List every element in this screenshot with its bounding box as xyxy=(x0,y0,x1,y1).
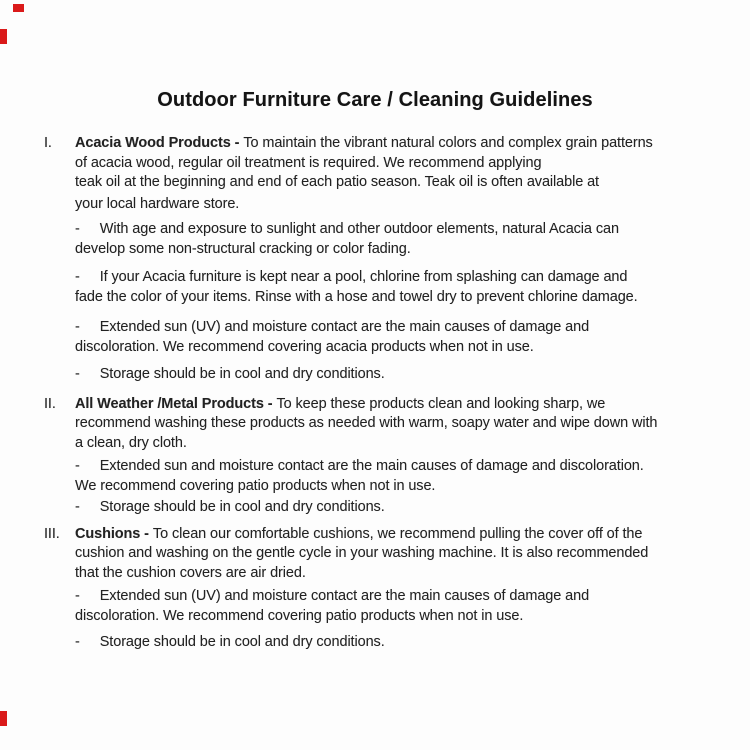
bullet-continuation-line: We recommend covering patio products when not in use. xyxy=(75,477,436,494)
section-heading-line xyxy=(75,395,725,415)
scan-mark-top-left xyxy=(13,4,24,12)
bullet-first-line xyxy=(75,365,725,385)
bullet-dash: - xyxy=(75,366,80,382)
section-acacia-wood-products xyxy=(44,134,725,385)
section-cushions xyxy=(44,525,725,653)
scan-mark-bottom-left xyxy=(0,711,7,726)
bullet-continuation-line: discoloration. We recommend covering patio products when not in use. xyxy=(75,607,524,624)
section-intro-line: a clean, dry cloth. xyxy=(75,434,187,451)
section-numeral: III. xyxy=(44,525,60,542)
section-numeral: I. xyxy=(44,135,52,151)
section-heading: Cushions - xyxy=(75,525,149,542)
bullet-item xyxy=(75,498,725,518)
bullet-first-line xyxy=(75,498,725,518)
bullet-item xyxy=(75,268,725,307)
bullet-first-line xyxy=(75,587,725,607)
section-intro-line: that the cushion covers are air dried. xyxy=(75,564,306,581)
section-numeral: II. xyxy=(44,395,56,412)
section-intro-text: To clean our comfortable cushions, we recommend pulling the cover off of the xyxy=(152,525,643,542)
section-all-weather-metal-products xyxy=(44,395,725,518)
bullet-text: Storage should be in cool and dry conditions. xyxy=(99,366,385,382)
bullet-first-line xyxy=(75,633,725,653)
section-intro-text: To keep these products clean and looking sharp, we xyxy=(276,395,606,412)
bullet-first-line xyxy=(75,220,725,240)
document-content xyxy=(44,134,725,653)
bullet-text: If your Acacia furniture is kept near a pool, chlorine from splashing can damage and xyxy=(99,269,628,285)
bullet-text: Storage should be in cool and dry conditions. xyxy=(99,634,385,650)
bullet-item xyxy=(75,633,725,653)
bullet-first-line xyxy=(75,457,725,477)
section-intro-line: recommend washing these products as needed with warm, soapy water and wipe down with xyxy=(75,415,658,431)
section-intro-text: To maintain the vibrant natural colors and complex grain patterns xyxy=(243,135,653,151)
bullet-continuation-line: discoloration. We recommend covering acacia products when not in use. xyxy=(75,338,534,355)
bullet-continuation-line: fade the color of your items. Rinse with a hose and towel dry to prevent chlorine damage. xyxy=(75,288,638,305)
page-title: Outdoor Furniture Care / Cleaning Guidelines xyxy=(157,89,593,111)
bullet-text: Extended sun (UV) and moisture contact are the main causes of damage and xyxy=(99,588,590,604)
bullet-dash: - xyxy=(75,269,80,285)
scan-mark-left-edge xyxy=(0,29,7,44)
section-heading-line xyxy=(75,525,725,545)
section-intro-line: cushion and washing on the gentle cycle in your washing machine. It is also recommended xyxy=(75,545,649,561)
section-intro-line: your local hardware store. xyxy=(75,195,240,212)
bullet-item xyxy=(75,457,725,496)
section-heading-line xyxy=(75,134,725,154)
bullet-text: Extended sun and moisture contact are the main causes of damage and discoloration. xyxy=(99,458,644,474)
bullet-dash: - xyxy=(75,319,80,335)
bullet-item xyxy=(75,587,725,626)
bullet-dash: - xyxy=(75,588,80,604)
bullet-item xyxy=(75,318,725,357)
bullet-dash: - xyxy=(75,499,80,515)
bullet-first-line xyxy=(75,268,725,288)
bullet-dash: - xyxy=(75,221,80,237)
bullet-item xyxy=(75,220,725,259)
bullet-text: Storage should be in cool and dry conditions. xyxy=(99,499,385,515)
bullet-text: With age and exposure to sunlight and other outdoor elements, natural Acacia can xyxy=(99,221,619,237)
section-heading: Acacia Wood Products - xyxy=(75,135,240,151)
section-intro-line: teak oil at the beginning and end of each patio season. Teak oil is often available at xyxy=(75,174,599,190)
bullet-first-line xyxy=(75,318,725,338)
section-heading: All Weather /Metal Products - xyxy=(75,395,273,412)
bullet-item xyxy=(75,365,725,385)
bullet-dash: - xyxy=(75,634,80,650)
bullet-continuation-line: develop some non-structural cracking or color fading. xyxy=(75,240,411,257)
bullet-dash: - xyxy=(75,458,80,474)
bullet-text: Extended sun (UV) and moisture contact are the main causes of damage and xyxy=(99,319,590,335)
section-intro-line: of acacia wood, regular oil treatment is required. We recommend applying xyxy=(75,154,542,171)
